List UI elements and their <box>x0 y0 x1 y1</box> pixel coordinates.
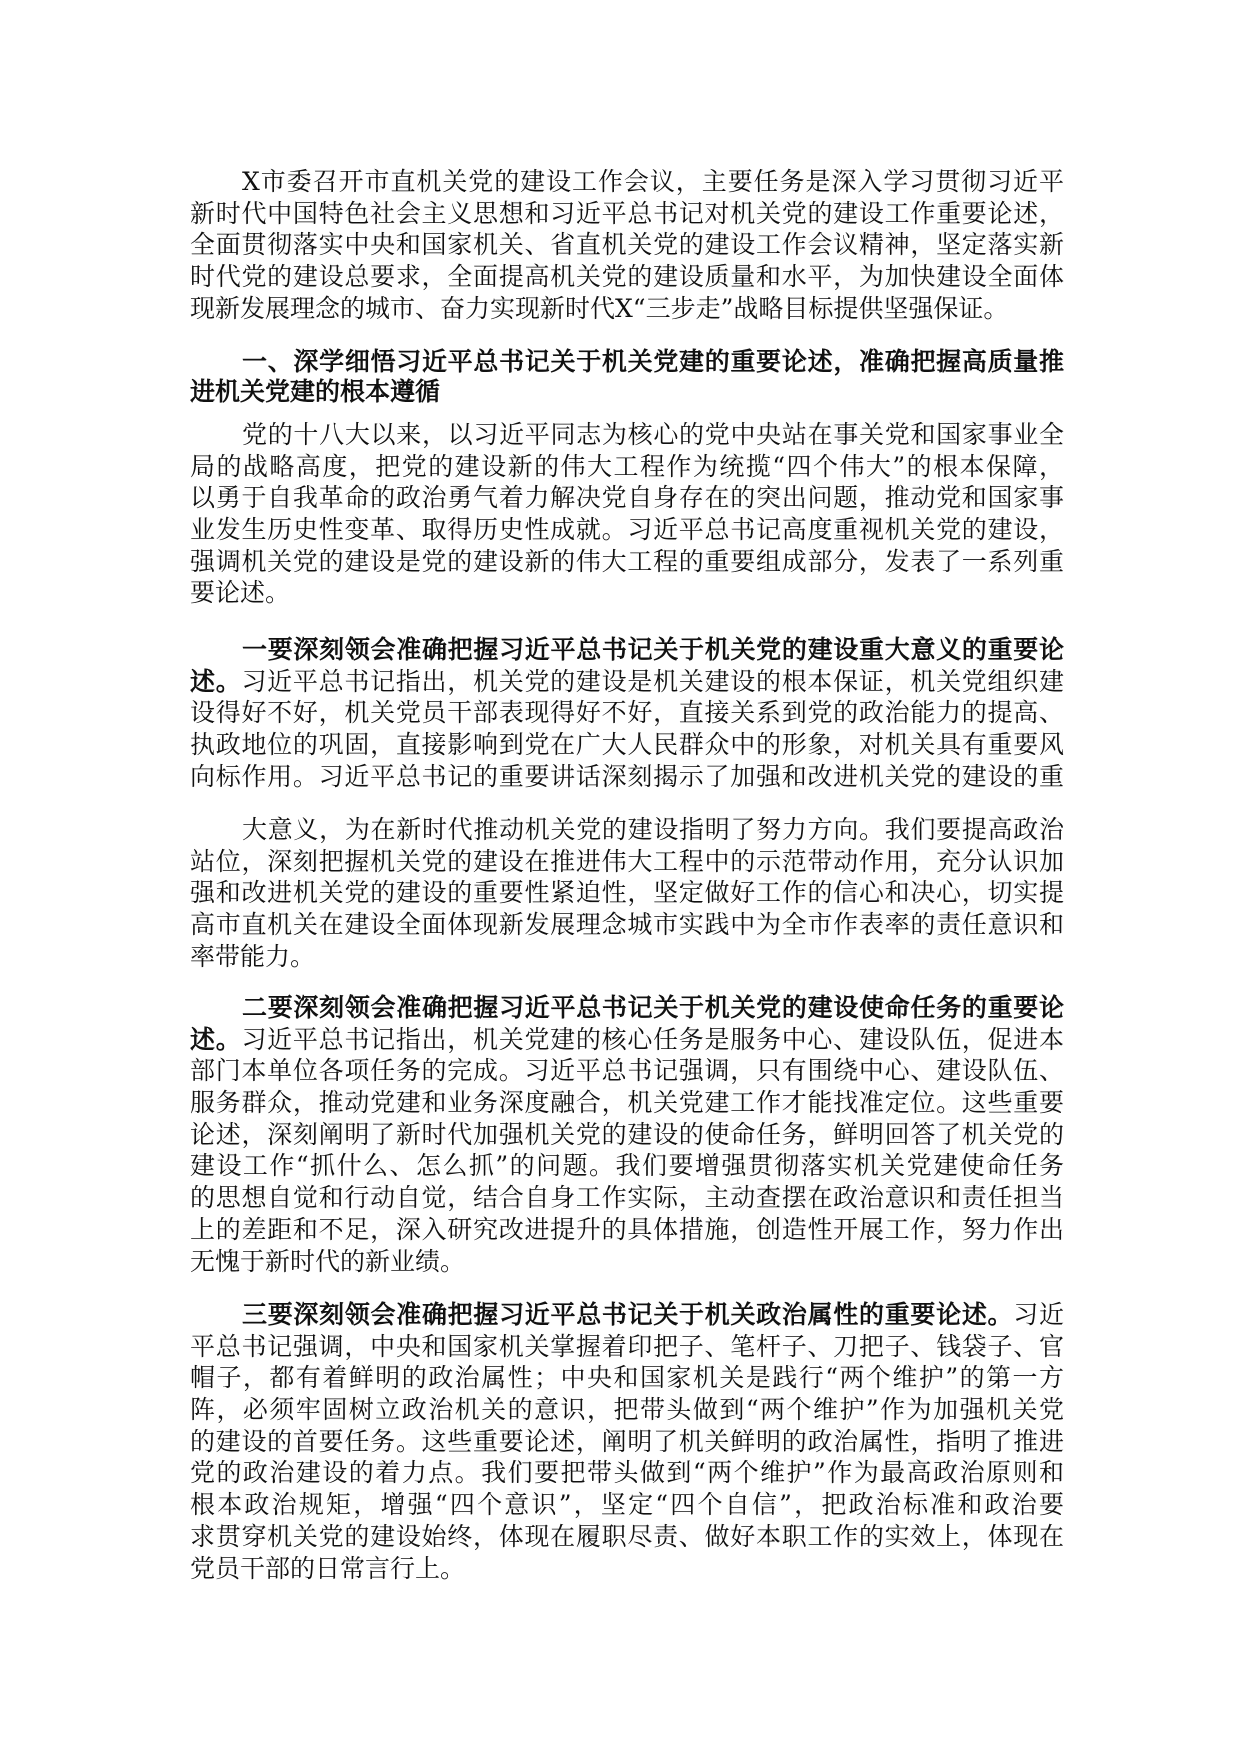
text-line <box>190 1426 1064 1458</box>
text-line <box>190 1457 1064 1489</box>
text-line <box>190 166 1064 198</box>
text-line <box>190 992 1064 1024</box>
body-text: 无愧于新时代的新业绩。 <box>190 1246 466 1276</box>
bold-lead-text: 进机关党建的根本遵循 <box>190 377 441 406</box>
section-heading <box>190 347 1064 407</box>
text-line <box>190 814 1064 846</box>
text-line <box>190 1119 1064 1151</box>
background-paragraph <box>190 419 1064 609</box>
text-line <box>190 546 1064 578</box>
body-text: 的思想自觉和行动自觉，结合自身工作实际，主动查摆在政治意识和责任担当 <box>190 1183 1064 1213</box>
text-line <box>190 482 1064 514</box>
text-line <box>190 877 1064 909</box>
point-3-paragraph <box>190 1299 1064 1584</box>
text-line <box>190 846 1064 878</box>
bold-lead-text: 述。 <box>190 666 242 696</box>
point-2-paragraph <box>190 992 1064 1277</box>
body-text: 站位，深刻把握机关党的建设在推进伟大工程中的示范带动作用，充分认识加 <box>190 846 1064 876</box>
bold-lead-text: 一要深刻领会准确把握习近平总书记关于机关党的建设重大意义的重要论 <box>242 635 1064 664</box>
point-1-paragraph <box>190 634 1064 792</box>
body-text: 向标作用。习近平总书记的重要讲话深刻揭示了加强和改进机关党的建设的重 <box>190 761 1064 791</box>
body-text: 新时代中国特色社会主义思想和习近平总书记对机关党的建设工作重要论述， <box>190 198 1064 228</box>
text-line <box>190 1362 1064 1394</box>
text-line <box>190 1182 1064 1214</box>
body-text: 阵，必须牢固树立政治机关的意识，把带头做到“两个维护”作为加强机关党 <box>190 1395 1064 1425</box>
body-text: X市委召开市直机关党的建设工作会议，主要任务是深入学习贯彻习近平 <box>242 167 1064 196</box>
body-text: 业发生历史性变革、取得历史性成就。习近平总书记高度重视机关党的建设， <box>190 515 1064 545</box>
body-text: 平总书记强调，中央和国家机关掌握着印把子、笔杆子、刀把子、钱袋子、官 <box>190 1331 1064 1361</box>
text-line <box>190 1150 1064 1182</box>
body-text: 以勇于自我革命的政治勇气着力解决党自身存在的突出问题，推动党和国家事 <box>190 483 1064 513</box>
body-text: 党员干部的日常言行上。 <box>190 1553 466 1583</box>
body-text: 执政地位的巩固，直接影响到党在广大人民群众中的形象，对机关具有重要风 <box>190 730 1064 760</box>
text-line <box>190 261 1064 293</box>
body-text: 现新发展理念的城市、奋力实现新时代X“三步走”战略目标提供坚强保证。 <box>190 293 1009 323</box>
body-text: 局的战略高度，把党的建设新的伟大工程作为统揽“四个伟大”的根本保障， <box>190 451 1064 481</box>
text-line <box>190 198 1064 230</box>
bold-lead-text: 三要深刻领会准确把握习近平总书记关于机关政治属性的重要论述。 <box>242 1300 1014 1329</box>
text-line <box>190 1521 1064 1553</box>
body-text: 习近平总书记指出，机关党的建设是机关建设的根本保证，机关党组织建 <box>241 666 1064 696</box>
body-text: 上的差距和不足，深入研究改进提升的具体措施，创造性开展工作，努力作出 <box>190 1214 1064 1244</box>
text-line <box>190 634 1064 666</box>
body-text: 要论述。 <box>190 578 291 608</box>
body-text: 习近 <box>1013 1300 1064 1329</box>
text-line <box>190 1331 1064 1363</box>
body-text: 率带能力。 <box>190 941 316 971</box>
body-text: 习近平总书记指出，机关党建的核心任务是服务中心、建设队伍，促进本 <box>241 1024 1064 1054</box>
text-line <box>190 347 1064 377</box>
text-line <box>190 729 1064 761</box>
body-text: 根本政治规矩，增强“四个意识”，坚定“四个自信”，把政治标准和政治要 <box>190 1490 1064 1520</box>
text-line <box>190 451 1064 483</box>
text-line <box>190 229 1064 261</box>
text-line <box>190 1024 1064 1056</box>
body-text: 服务群众，推动党建和业务深度融合，机关党建工作才能找准定位。这些重要 <box>190 1088 1064 1118</box>
body-text: 党的十八大以来，以习近平同志为核心的党中央站在事关党和国家事业全 <box>242 420 1064 449</box>
body-text: 大意义，为在新时代推动机关党的建设指明了努力方向。我们要提高政治 <box>242 815 1064 844</box>
body-text: 求贯穿机关党的建设始终，体现在履职尽责、做好本职工作的实效上，体现在 <box>190 1521 1064 1551</box>
text-line <box>190 514 1064 546</box>
text-line <box>190 909 1064 941</box>
text-line <box>190 293 1064 325</box>
text-line <box>190 1087 1064 1119</box>
body-text: 设得好不好，机关党员干部表现得好不好，直接关系到党的政治能力的提高、 <box>190 698 1064 728</box>
body-text: 高市直机关在建设全面体现新发展理念城市实践中为全市作表率的责任意识和 <box>190 910 1064 940</box>
text-line <box>190 377 1064 407</box>
body-text: 党的政治建设的着力点。我们要把带头做到“两个维护”作为最高政治原则和 <box>190 1458 1064 1488</box>
intro-paragraph <box>190 166 1064 324</box>
text-line <box>190 941 1064 973</box>
bold-lead-text: 二要深刻领会准确把握习近平总书记关于机关党的建设使命任务的重要论 <box>242 993 1064 1022</box>
body-text: 的建设的首要任务。这些重要论述，阐明了机关鲜明的政治属性，指明了推进 <box>190 1426 1064 1456</box>
text-line <box>190 1553 1064 1585</box>
body-text: 帽子，都有着鲜明的政治属性；中央和国家机关是践行“两个维护”的第一方 <box>190 1363 1064 1393</box>
body-text: 全面贯彻落实中央和国家机关、省直机关党的建设工作会议精神，坚定落实新 <box>190 230 1064 260</box>
body-text: 强调机关党的建设是党的建设新的伟大工程的重要组成部分，发表了一系列重 <box>190 546 1064 576</box>
text-line <box>190 1394 1064 1426</box>
text-line <box>190 577 1064 609</box>
text-line <box>190 761 1064 793</box>
body-text: 建设工作“抓什么、怎么抓”的问题。我们要增强贯彻落实机关党建使命任务 <box>190 1151 1064 1181</box>
bold-lead-text: 述。 <box>190 1024 242 1054</box>
body-text: 部门本单位各项任务的完成。习近平总书记强调，只有围绕中心、建设队伍、 <box>190 1056 1064 1086</box>
text-line <box>190 1489 1064 1521</box>
text-line <box>190 419 1064 451</box>
bold-lead-text: 一、深学细悟习近平总书记关于机关党建的重要论述，准确把握高质量推 <box>242 347 1064 376</box>
body-text: 强和改进机关党的建设的重要性紧迫性，坚定做好工作的信心和决心，切实提 <box>190 878 1064 908</box>
text-line <box>190 697 1064 729</box>
point-1-continuation-paragraph <box>190 814 1064 972</box>
text-line <box>190 1055 1064 1087</box>
body-text: 论述，深刻阐明了新时代加强机关党的建设的使命任务，鲜明回答了机关党的 <box>190 1119 1064 1149</box>
text-line <box>190 1299 1064 1331</box>
text-line <box>190 666 1064 698</box>
text-line <box>190 1246 1064 1278</box>
body-text: 时代党的建设总要求，全面提高机关党的建设质量和水平，为加快建设全面体 <box>190 262 1064 292</box>
text-line <box>190 1214 1064 1246</box>
